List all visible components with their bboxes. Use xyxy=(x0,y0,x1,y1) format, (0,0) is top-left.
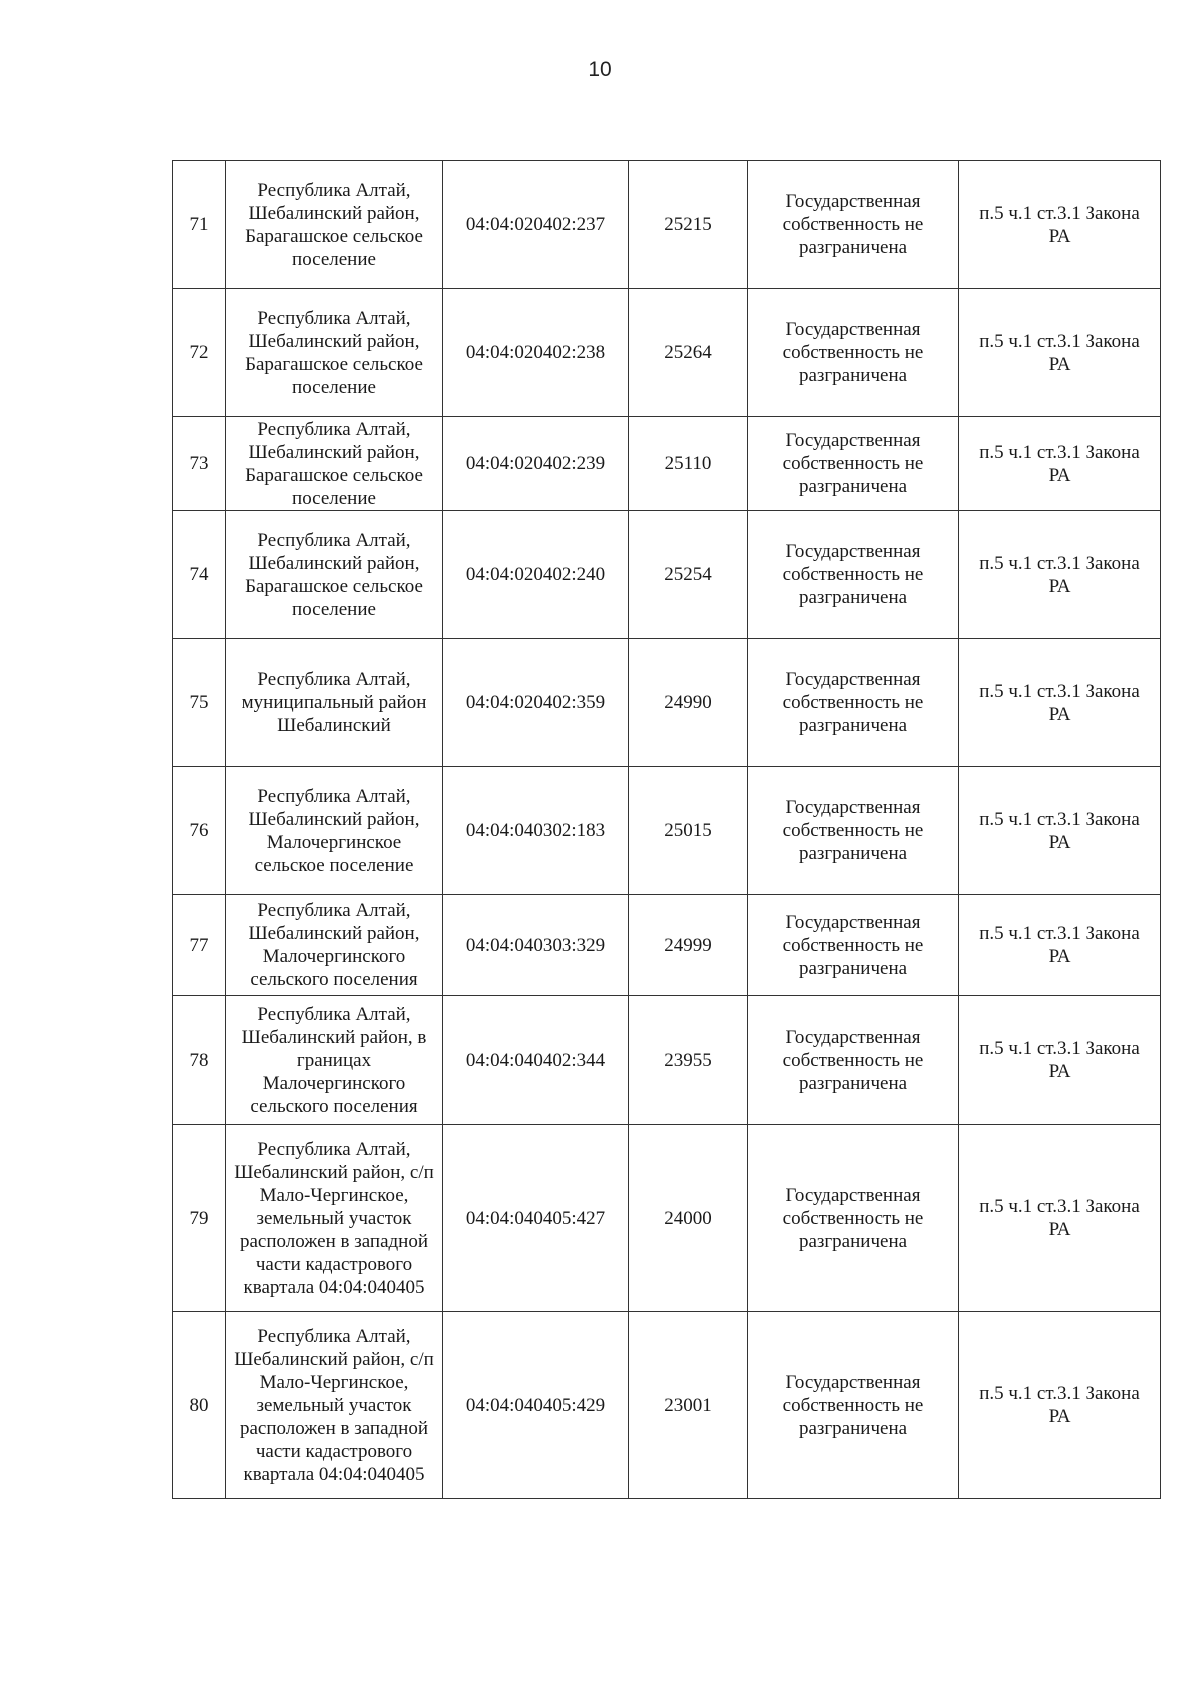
row-number: 79 xyxy=(173,1125,226,1312)
ownership-form: Государственная собственность не разграничена xyxy=(748,289,959,417)
cadastral-number: 04:04:040303:329 xyxy=(443,895,629,996)
plot-area: 25015 xyxy=(629,767,748,895)
row-number: 74 xyxy=(173,511,226,639)
legal-basis: п.5 ч.1 ст.3.1 Закона РА xyxy=(959,895,1161,996)
legal-basis: п.5 ч.1 ст.3.1 Закона РА xyxy=(959,639,1161,767)
legal-basis: п.5 ч.1 ст.3.1 Закона РА xyxy=(959,289,1161,417)
cadastral-number: 04:04:040405:427 xyxy=(443,1125,629,1312)
legal-basis: п.5 ч.1 ст.3.1 Закона РА xyxy=(959,1125,1161,1312)
ownership-form: Государственная собственность не разграничена xyxy=(748,996,959,1125)
plot-area: 25264 xyxy=(629,289,748,417)
plot-location: Республика Алтай, Шебалинский район, с/п Мало-Чергинское, земельный участок расположен в западной части кадастрового квартала 04:04:040405 xyxy=(226,1312,443,1499)
table-row xyxy=(173,895,1161,996)
plot-location: Республика Алтай, муниципальный район Шебалинский xyxy=(226,639,443,767)
ownership-form: Государственная собственность не разграничена xyxy=(748,417,959,511)
row-number: 80 xyxy=(173,1312,226,1499)
plot-location: Республика Алтай, Шебалинский район, с/п Мало-Чергинское, земельный участок расположен в западной части кадастрового квартала 04:04:040405 xyxy=(226,1125,443,1312)
row-number: 73 xyxy=(173,417,226,511)
land-plots-table xyxy=(172,160,1161,1499)
row-number: 72 xyxy=(173,289,226,417)
row-number: 76 xyxy=(173,767,226,895)
table-row xyxy=(173,511,1161,639)
table-row xyxy=(173,161,1161,289)
legal-basis: п.5 ч.1 ст.3.1 Закона РА xyxy=(959,417,1161,511)
ownership-form: Государственная собственность не разграничена xyxy=(748,511,959,639)
plot-area: 25215 xyxy=(629,161,748,289)
plot-location: Республика Алтай, Шебалинский район, Малочергинское сельское поселение xyxy=(226,767,443,895)
cadastral-number: 04:04:020402:237 xyxy=(443,161,629,289)
cadastral-number: 04:04:040302:183 xyxy=(443,767,629,895)
plot-area: 25254 xyxy=(629,511,748,639)
cadastral-number: 04:04:040402:344 xyxy=(443,996,629,1125)
table-row xyxy=(173,417,1161,511)
table-row xyxy=(173,1125,1161,1312)
table-row xyxy=(173,767,1161,895)
page-number: 10 xyxy=(588,58,612,81)
plot-area: 23955 xyxy=(629,996,748,1125)
plot-area: 24990 xyxy=(629,639,748,767)
legal-basis: п.5 ч.1 ст.3.1 Закона РА xyxy=(959,996,1161,1125)
plot-location: Республика Алтай, Шебалинский район, Барагашское сельское поселение xyxy=(226,289,443,417)
cadastral-number: 04:04:020402:240 xyxy=(443,511,629,639)
ownership-form: Государственная собственность не разграничена xyxy=(748,639,959,767)
ownership-form: Государственная собственность не разграничена xyxy=(748,767,959,895)
table-row xyxy=(173,639,1161,767)
row-number: 78 xyxy=(173,996,226,1125)
ownership-form: Государственная собственность не разграничена xyxy=(748,895,959,996)
plot-area: 24000 xyxy=(629,1125,748,1312)
plot-area: 25110 xyxy=(629,417,748,511)
legal-basis: п.5 ч.1 ст.3.1 Закона РА xyxy=(959,767,1161,895)
legal-basis: п.5 ч.1 ст.3.1 Закона РА xyxy=(959,1312,1161,1499)
plot-location: Республика Алтай, Шебалинский район, Малочергинского сельского поселения xyxy=(226,895,443,996)
legal-basis: п.5 ч.1 ст.3.1 Закона РА xyxy=(959,511,1161,639)
ownership-form: Государственная собственность не разграничена xyxy=(748,1312,959,1499)
ownership-form: Государственная собственность не разграничена xyxy=(748,1125,959,1312)
row-number: 71 xyxy=(173,161,226,289)
plot-location: Республика Алтай, Шебалинский район, Барагашское сельское поселение xyxy=(226,417,443,511)
cadastral-number: 04:04:020402:239 xyxy=(443,417,629,511)
plot-area: 23001 xyxy=(629,1312,748,1499)
legal-basis: п.5 ч.1 ст.3.1 Закона РА xyxy=(959,161,1161,289)
cadastral-number: 04:04:040405:429 xyxy=(443,1312,629,1499)
cadastral-number: 04:04:020402:238 xyxy=(443,289,629,417)
table-row xyxy=(173,996,1161,1125)
cadastral-number: 04:04:020402:359 xyxy=(443,639,629,767)
table-row xyxy=(173,1312,1161,1499)
plot-location: Республика Алтай, Шебалинский район, Барагашское сельское поселение xyxy=(226,511,443,639)
plot-area: 24999 xyxy=(629,895,748,996)
table-row xyxy=(173,289,1161,417)
row-number: 75 xyxy=(173,639,226,767)
row-number: 77 xyxy=(173,895,226,996)
plot-location: Республика Алтай, Шебалинский район, в границах Малочергинского сельского поселения xyxy=(226,996,443,1125)
ownership-form: Государственная собственность не разграничена xyxy=(748,161,959,289)
plot-location: Республика Алтай, Шебалинский район, Барагашское сельское поселение xyxy=(226,161,443,289)
